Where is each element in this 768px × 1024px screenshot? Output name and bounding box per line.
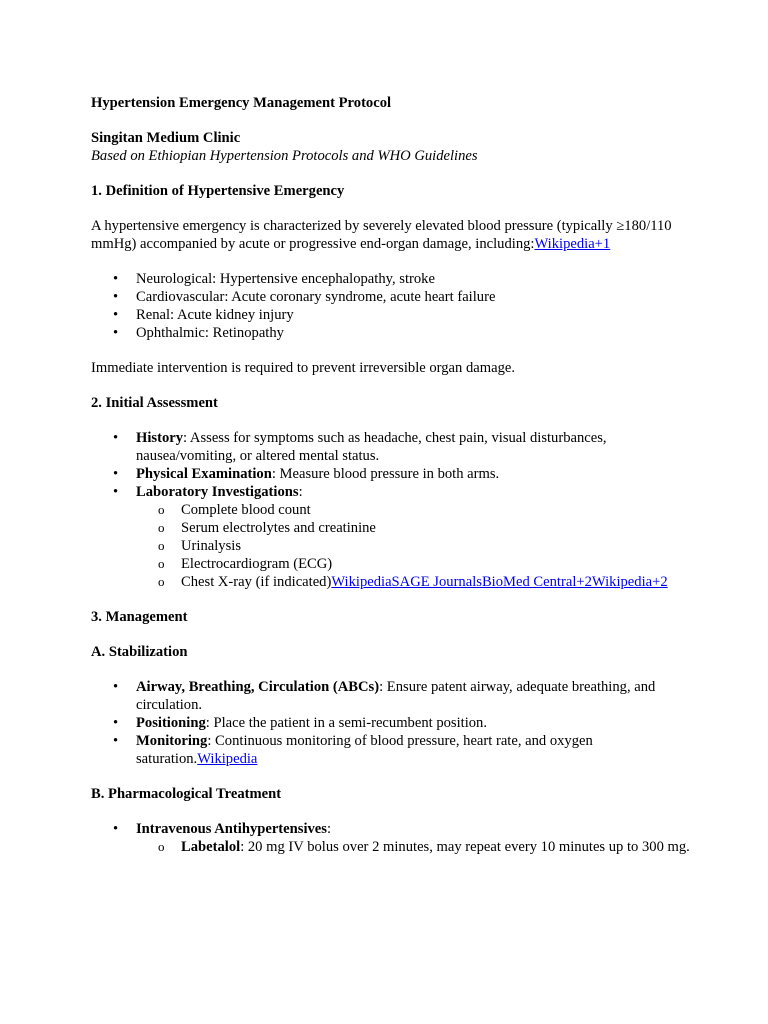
list-item: [91, 732, 691, 768]
list-item-text: Renal: Acute kidney injury: [136, 307, 294, 323]
pharmacological-list: [91, 820, 691, 856]
section-1-heading: 1. Definition of Hypertensive Emergency: [91, 183, 345, 199]
wikipedia-link[interactable]: Wikipedia: [197, 751, 258, 767]
definition-paragraph: [91, 217, 691, 253]
reference-links[interactable]: WikipediaSAGE JournalsBioMed Central+2Wikipedia+2: [331, 574, 668, 590]
bullet-icon: •: [113, 733, 119, 749]
bullet-icon: •: [113, 484, 119, 500]
history-text: : Assess for symptoms such as headache, chest pain, visual disturbances, nausea/vomiting, or altered mental status.: [136, 430, 607, 464]
sub-list-item: [136, 519, 691, 537]
document-title: Hypertension Emergency Management Protocol: [91, 95, 392, 111]
list-item: [91, 465, 691, 483]
circle-bullet-icon: o: [158, 520, 165, 535]
definition-text: A hypertensive emergency is characterized by severely elevated blood pressure (typically ≥180/110 mmHg) accompanied by acute or progressive end-organ damage, including:: [91, 218, 672, 252]
labetalol-label: Labetalol: [181, 839, 241, 855]
iv-sublist: [136, 838, 691, 856]
positioning-label: Positioning: [136, 715, 206, 731]
subsection-b-heading: B. Pharmacological Treatment: [91, 786, 282, 802]
labetalol-text: : 20 mg IV bolus over 2 minutes, may repeat every 10 minutes up to 300 mg.: [240, 839, 690, 855]
list-item-text: Ophthalmic: Retinopathy: [136, 325, 284, 341]
sub-list-item: [136, 573, 691, 591]
wikipedia-link[interactable]: Wikipedia+1: [534, 236, 611, 252]
iv-label: Intravenous Antihypertensives: [136, 821, 327, 837]
bullet-icon: •: [113, 430, 119, 446]
list-item: [91, 820, 691, 856]
sub-list-item: [136, 537, 691, 555]
subsection-a-heading: A. Stabilization: [91, 644, 188, 660]
circle-bullet-icon: o: [158, 556, 165, 571]
list-item: [91, 270, 691, 288]
bullet-icon: •: [113, 271, 119, 287]
bullet-icon: •: [113, 325, 119, 341]
bullet-icon: •: [113, 679, 119, 695]
circle-bullet-icon: o: [158, 538, 165, 553]
organ-damage-list: [91, 270, 691, 342]
exam-text: : Measure blood pressure in both arms.: [271, 466, 500, 482]
assessment-list: [91, 429, 691, 591]
sub-list-item-text: Electrocardiogram (ECG): [181, 556, 333, 572]
bullet-icon: •: [113, 466, 119, 482]
section-2-heading: 2. Initial Assessment: [91, 395, 218, 411]
bullet-icon: •: [113, 307, 119, 323]
list-item-text: Neurological: Hypertensive encephalopathy, stroke: [136, 271, 435, 287]
list-item-text: Cardiovascular: Acute coronary syndrome, acute heart failure: [136, 289, 496, 305]
stabilization-list: [91, 678, 691, 768]
list-item: [91, 678, 691, 714]
exam-label: Physical Examination: [136, 466, 272, 482]
sub-list-item-text: Urinalysis: [181, 538, 241, 554]
lab-sublist: [136, 501, 691, 591]
bullet-icon: •: [113, 715, 119, 731]
positioning-text: : Place the patient in a semi-recumbent position.: [205, 715, 488, 731]
sub-list-item: [136, 555, 691, 573]
circle-bullet-icon: o: [158, 502, 165, 517]
list-item: [91, 324, 691, 342]
bullet-icon: •: [113, 289, 119, 305]
monitoring-text: : Continuous monitoring of blood pressure, heart rate, and oxygen saturation.: [136, 733, 593, 767]
section-3-heading: 3. Management: [91, 609, 188, 625]
list-item: [91, 288, 691, 306]
lab-label: Laboratory Investigations: [136, 484, 299, 500]
list-item: [91, 429, 691, 465]
lab-colon: :: [298, 484, 303, 500]
clinic-name: Singitan Medium Clinic: [91, 130, 241, 146]
circle-bullet-icon: o: [158, 574, 165, 589]
document-subtitle: Based on Ethiopian Hypertension Protocols and WHO Guidelines: [91, 148, 478, 164]
document-page: [91, 94, 691, 856]
xray-text: Chest X-ray (if indicated): [181, 574, 332, 590]
history-label: History: [136, 430, 184, 446]
list-item: [91, 483, 691, 591]
list-item: [91, 714, 691, 732]
list-item: [91, 306, 691, 324]
sub-list-item: [136, 501, 691, 519]
sub-list-item-text: Complete blood count: [181, 502, 311, 518]
sub-list-item: [136, 838, 691, 856]
circle-bullet-icon: o: [158, 839, 165, 854]
bullet-icon: •: [113, 821, 119, 837]
monitoring-label: Monitoring: [136, 733, 208, 749]
sub-list-item-text: Serum electrolytes and creatinine: [181, 520, 376, 536]
iv-colon: :: [326, 821, 332, 837]
abc-text: : Ensure patent airway, adequate breathing, and circulation.: [136, 679, 656, 713]
abc-label: Airway, Breathing, Circulation (ABCs): [136, 679, 380, 695]
intervention-note: Immediate intervention is required to prevent irreversible organ damage.: [91, 360, 516, 376]
